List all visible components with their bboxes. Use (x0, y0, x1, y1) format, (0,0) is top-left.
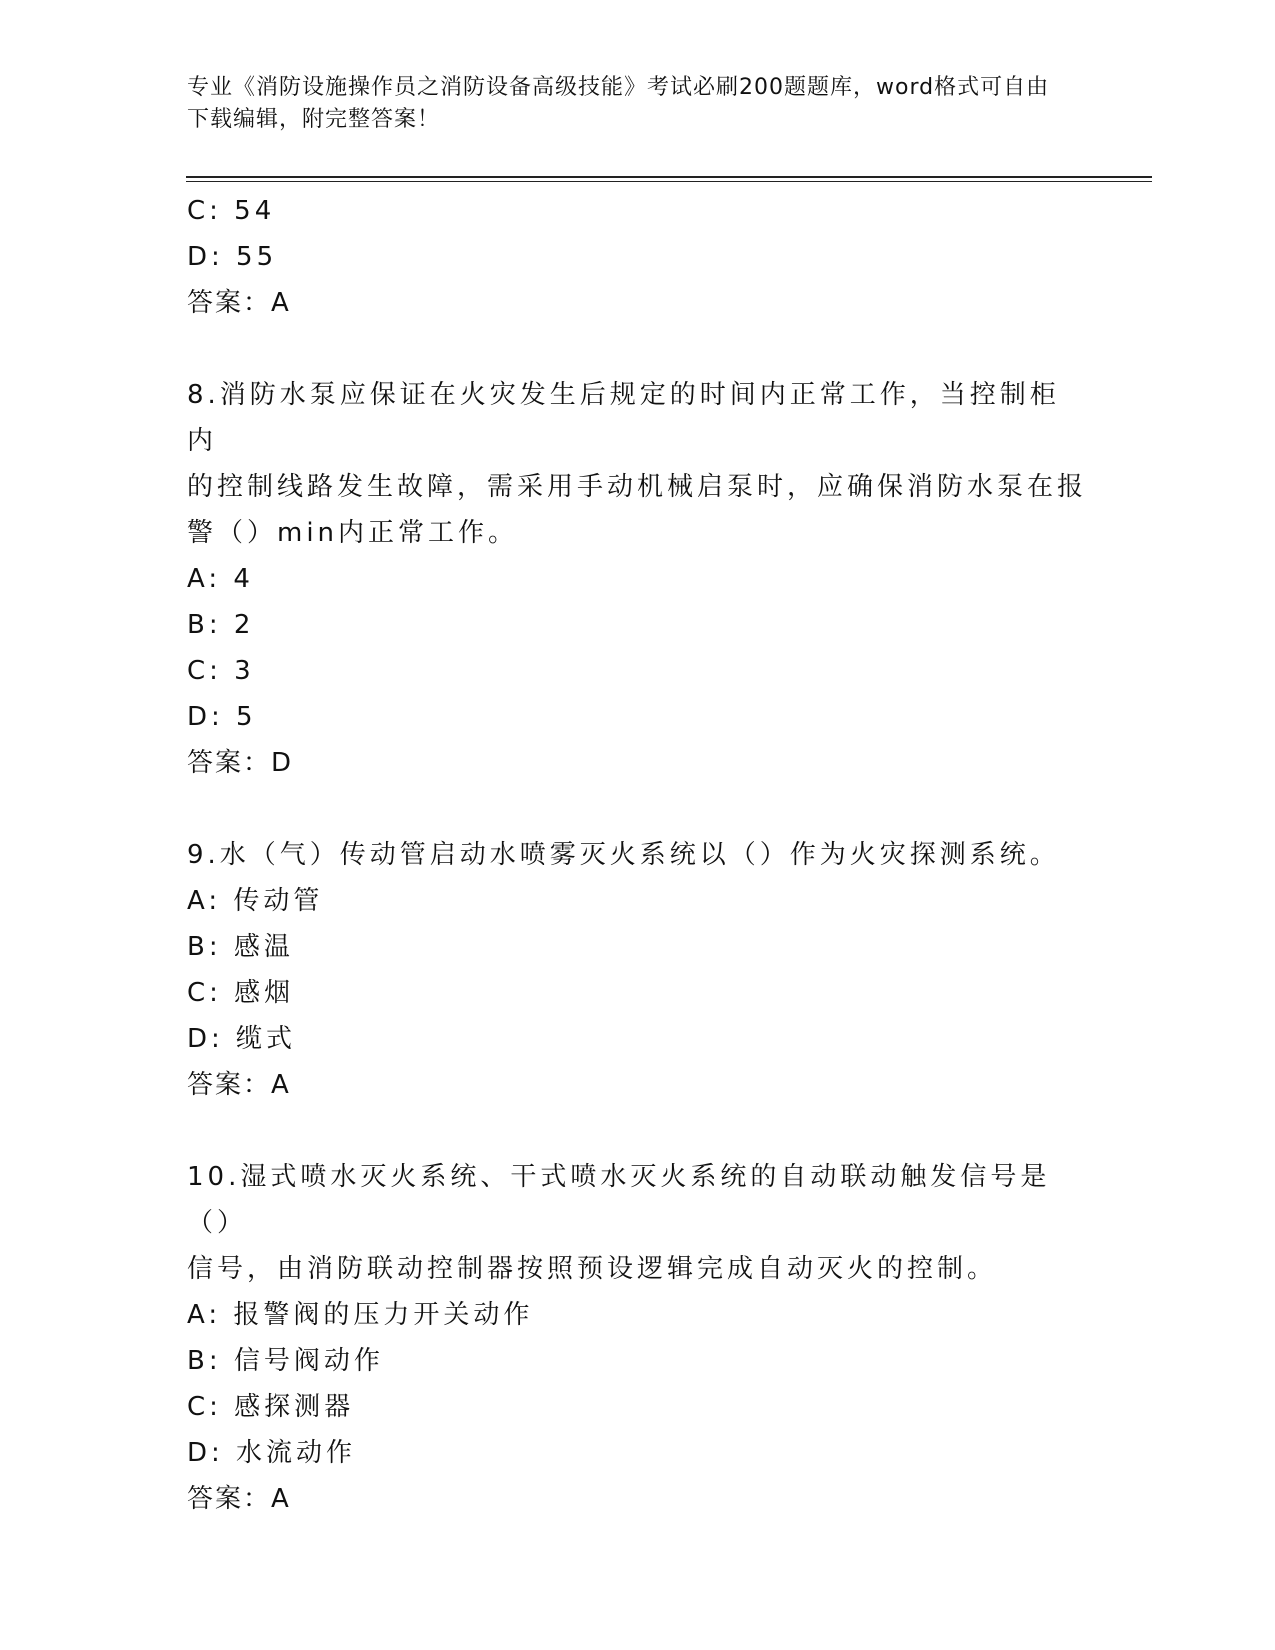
question-9 (187, 832, 1087, 1108)
option-c: C: 3 (187, 656, 255, 686)
option-a: A: 报警阀的压力开关动作 (187, 1300, 534, 1330)
question-stem-line: 信号，由消防联动控制器按照预设逻辑完成自动灭火的控制。 (187, 1254, 998, 1284)
option-d: D: 水流动作 (187, 1438, 357, 1468)
option-b: B: 2 (187, 610, 255, 640)
document-header: 专业《消防设施操作员之消防设备高级技能》考试必刷200题题库，word格式可自由下载编辑，附完整答案！ (187, 75, 1050, 132)
question-stem-line: 10.湿式喷水灭火系统、干式喷水灭火系统的自动联动触发信号是（） (187, 1162, 1051, 1238)
question-stem-line: 的控制线路发生故障，需采用手动机械启泵时，应确保消防水泵在报 (187, 472, 1088, 502)
option-a: A: 传动管 (187, 886, 324, 916)
header-rule-bottom (186, 181, 1152, 182)
prev-question (187, 188, 1087, 326)
answer-line: 答案：A (187, 1484, 291, 1514)
spacer (187, 326, 1087, 372)
spacer (187, 786, 1087, 832)
option-d: D: 缆式 (187, 1024, 297, 1054)
option-c: C: 感烟 (187, 978, 295, 1008)
question-8 (187, 372, 1087, 786)
option-c: C: 感探测器 (187, 1392, 355, 1422)
option-c: C: 54 (187, 196, 276, 226)
answer-line: 答案：D (187, 748, 294, 778)
option-d: D: 5 (187, 702, 257, 732)
option-b: B: 信号阀动作 (187, 1346, 384, 1376)
option-b: B: 感温 (187, 932, 294, 962)
question-stem-line: 警（）min内正常工作。 (187, 518, 519, 548)
question-list (187, 188, 1087, 1522)
question-10 (187, 1154, 1087, 1522)
spacer (187, 1108, 1087, 1154)
answer-line: 答案：A (187, 288, 291, 318)
header-rule-top (186, 176, 1152, 178)
question-stem-line: 9.水（气）传动管启动水喷雾灭火系统以（）作为火灾探测系统。 (187, 840, 1060, 870)
question-stem-line: 8.消防水泵应保证在火灾发生后规定的时间内正常工作，当控制柜内 (187, 380, 1060, 456)
option-a: A: 4 (187, 564, 254, 594)
option-d: D: 55 (187, 242, 278, 272)
answer-line: 答案：A (187, 1070, 291, 1100)
